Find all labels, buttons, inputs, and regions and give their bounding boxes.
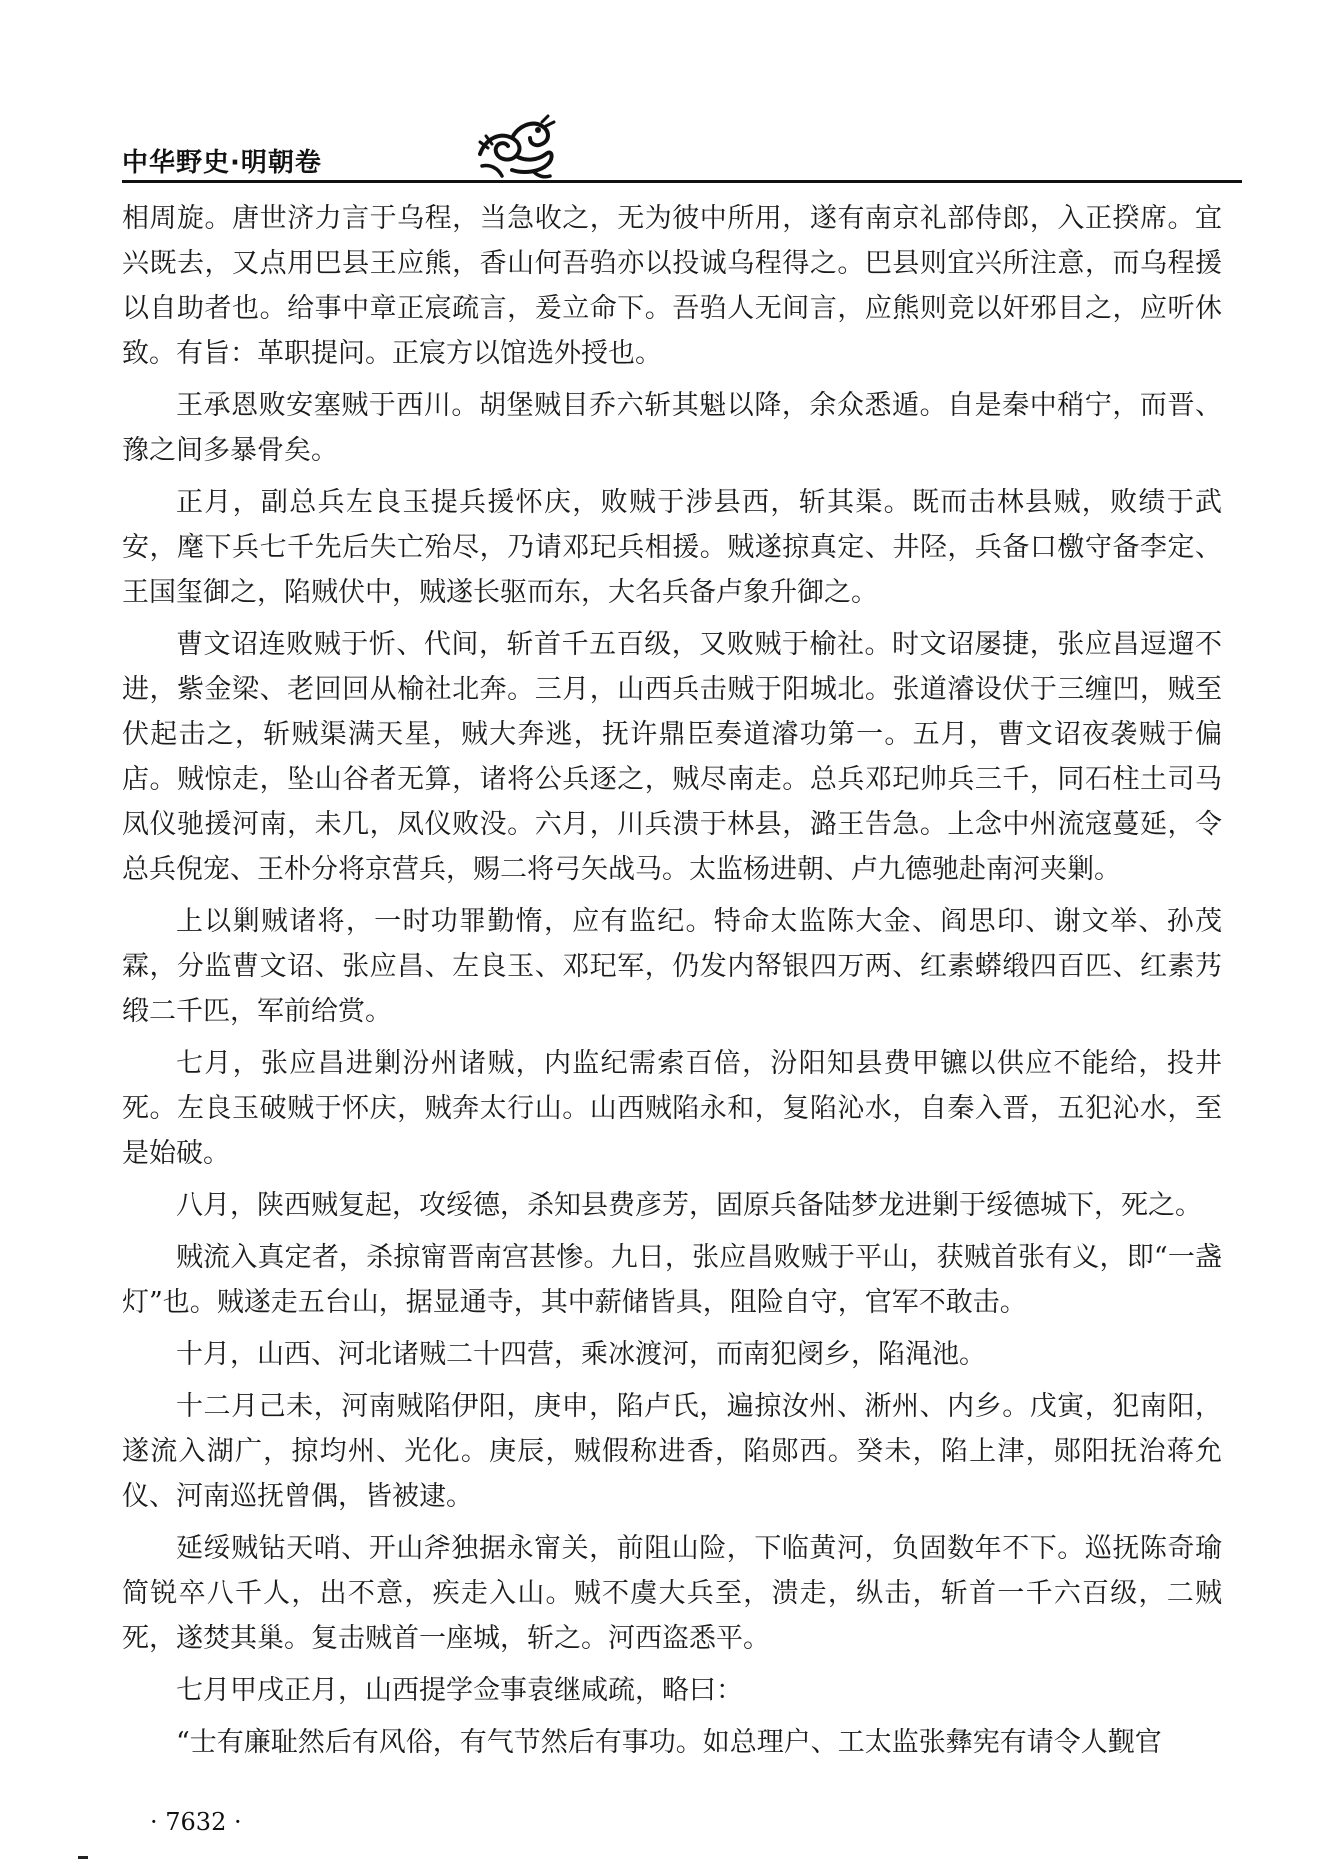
dragon-emblem-icon xyxy=(472,114,558,186)
paragraph: 上以剿贼诸将，一时功罪勤惰，应有监纪。特命太监陈大金、阎思印、谢文举、孙茂霖，分监曹文诏、张应昌、左良玉、邓玘军，仍发内帑银四万两、红素蟒缎四百匹、红素艿缎二千匹，军前给赏。 xyxy=(122,906,1222,1027)
paragraph: 王承恩败安塞贼于西川。胡堡贼目乔六斩其魁以降，余众悉遁。自是秦中稍宁，而晋、豫之间多暴骨矣。 xyxy=(122,390,1222,466)
paragraph: 相周旋。唐世济力言于乌程，当急收之，无为彼中所用，遂有南京礼部侍郎，入正揆席。宜兴既去，又点用巴县王应熊，香山何吾驺亦以投诚乌程得之。巴县则宜兴所注意，而乌程援以自助者也。给事中章正宸疏言，爰立命下。吾驺人无间言，应熊则竞以奸邪目之，应听休致。有旨：革职提问。正宸方以馆选外授也。 xyxy=(122,203,1222,369)
paragraph: 十二月己未，河南贼陷伊阳，庚申，陷卢氏，遍掠汝州、淅州、内乡。戊寅，犯南阳，遂流入湖广，掠均州、光化。庚辰，贼假称进香，陷郧西。癸未，陷上津，郧阳抚治蒋允仪、河南巡抚曾偶，皆被逮。 xyxy=(122,1391,1222,1512)
paragraph: 八月，陕西贼复起，攻绥德，杀知县费彦芳，固原兵备陆梦龙进剿于绥德城下，死之。 xyxy=(176,1190,1202,1221)
paragraph: 曹文诏连败贼于忻、代间，斩首千五百级，又败贼于榆社。时文诏屡捷，张应昌逗遛不进，紫金梁、老回回从榆社北奔。三月，山西兵击贼于阳城北。张道濬设伏于三缠凹，贼至伏起击之，斩贼渠满天星，贼大奔逃，抚许鼎臣奏道濬功第一。五月，曹文诏夜袭贼于偏店。贼惊走，坠山谷者无算，诸将公兵逐之，贼尽南走。总兵邓玘帅兵三千，同石柱土司马凤仪驰援河南，未几，凤仪败没。六月，川兵溃于林县，潞王告急。上念中州流寇蔓延，令总兵倪宠、王朴分将京营兵，赐二将弓矢战马。太监杨进朝、卢九德驰赴南河夹剿。 xyxy=(122,629,1222,885)
paragraph: 正月，副总兵左良玉提兵援怀庆，败贼于涉县西，斩其渠。既而击林县贼，败绩于武安，麾下兵七千先后失亡殆尽，乃请邓玘兵相援。贼遂掠真定、井陉，兵备口檄守备李定、王国玺御之，陷贼伏中，贼遂长驱而东，大名兵备卢象升御之。 xyxy=(122,487,1222,608)
paragraph: 延绥贼钻天哨、开山斧独据永甯关，前阻山险，下临黄河，负固数年不下。巡抚陈奇瑜简锐卒八千人，出不意，疾走入山。贼不虞大兵至，溃走，纵击，斩首一千六百级，二贼死，遂焚其巢。复击贼首一座城，斩之。河西盗悉平。 xyxy=(122,1533,1222,1654)
page-header xyxy=(122,122,1212,192)
paragraph: “士有廉耻然后有风俗，有气节然后有事功。如总理户、工太监张彝宪有请令人觐官 xyxy=(176,1727,1162,1758)
book-title: 中华野史·明朝卷 xyxy=(122,148,322,178)
paragraph: 贼流入真定者，杀掠甯晋南宫甚惨。九日，张应昌败贼于平山，获贼首张有义，即“一盏灯”也。贼遂走五台山，据显通寺，其中薪储皆具，阻险自守，官军不敢击。 xyxy=(122,1242,1222,1318)
scan-mark xyxy=(78,1856,88,1859)
paragraph: 七月，张应昌进剿汾州诸贼，内监纪需索百倍，汾阳知县费甲镳以供应不能给，投井死。左良玉破贼于怀庆，贼奔太行山。山西贼陷永和，复陷沁水，自秦入晋，五犯沁水，至是始破。 xyxy=(122,1048,1222,1169)
paragraph: 七月甲戌正月，山西提学佥事袁继咸疏，略曰： xyxy=(176,1675,743,1706)
main-text xyxy=(122,196,1222,1772)
paragraph: 十月，山西、河北诸贼二十四营，乘冰渡河，而南犯阌乡，陷渑池。 xyxy=(176,1339,986,1370)
header-divider xyxy=(122,180,1242,183)
page-number: · 7632 · xyxy=(150,1808,242,1836)
